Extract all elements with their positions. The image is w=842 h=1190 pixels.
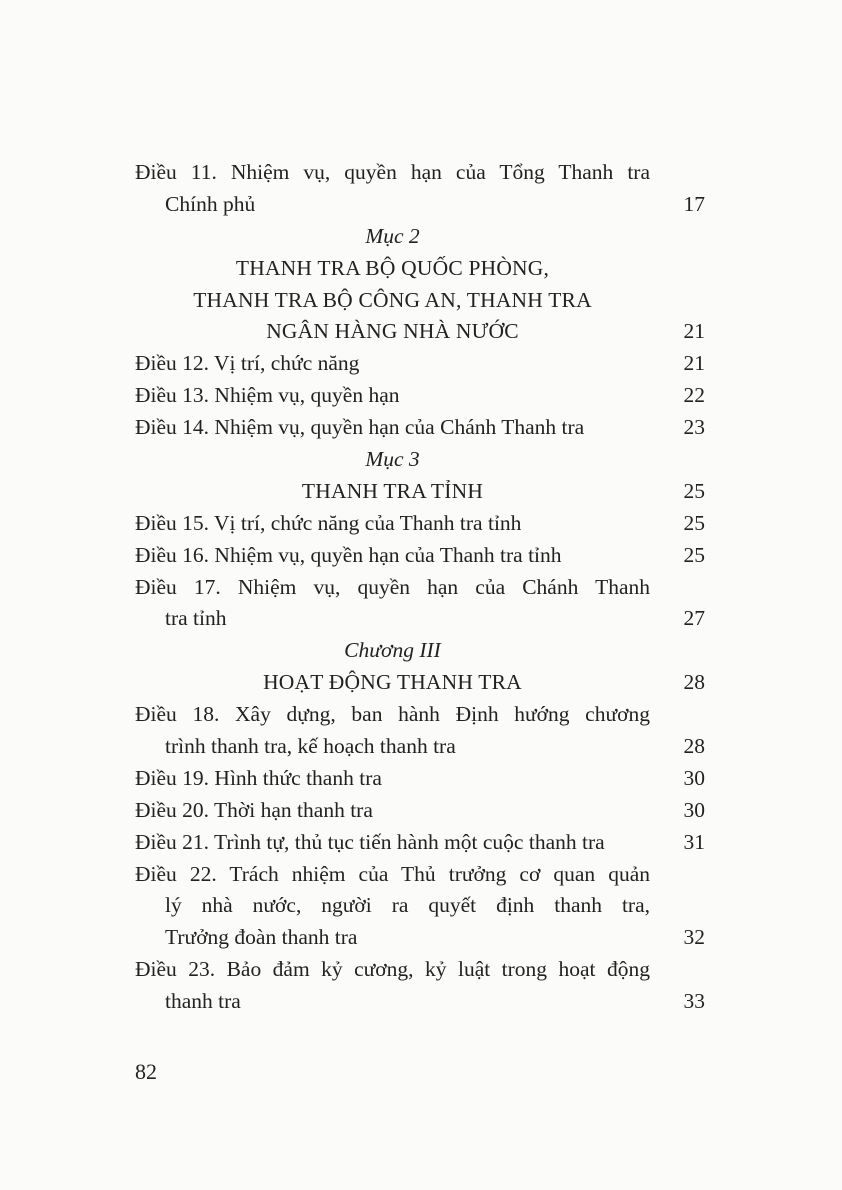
toc-row-text: Chính phủ — [165, 191, 256, 216]
toc-heading-row — [135, 221, 705, 253]
toc-row-page-number: 25 — [683, 510, 705, 535]
toc-row-text: Điều 11. Nhiệm vụ, quyền hạn của Tổng Thanh tra — [135, 160, 650, 184]
page-number-footer: 82 — [135, 1059, 157, 1084]
toc-row-text: Điều 23. Bảo đảm kỷ cương, kỷ luật trong hoạt động — [135, 957, 650, 982]
toc-entry-row — [135, 380, 705, 412]
toc-entry-row — [135, 890, 705, 922]
toc-row-page-number: 17 — [683, 191, 705, 216]
toc-list — [135, 157, 705, 1018]
toc-entry-row — [135, 540, 705, 572]
toc-entry-row — [135, 986, 705, 1018]
toc-row-text: thanh tra — [165, 989, 241, 1014]
toc-row-text: Điều 14. Nhiệm vụ, quyền hạn của Chánh Thanh tra — [135, 415, 585, 440]
toc-row-text: Chương III — [344, 638, 441, 663]
toc-row-text: Điều 17. Nhiệm vụ, quyền hạn của Chánh Thanh — [135, 574, 650, 599]
toc-row-page-number: 32 — [683, 925, 705, 950]
toc-row-text: THANH TRA TỈNH — [301, 478, 484, 503]
toc-row-text: Điều 21. Trình tự, thủ tục tiến hành một cuộc thanh tra — [135, 829, 605, 854]
toc-row-text: THANH TRA BỘ QUỐC PHÒNG, — [235, 255, 550, 280]
toc-row-page-number: 27 — [683, 606, 705, 631]
toc-heading-row — [135, 476, 705, 508]
toc-row-text: tra tỉnh — [165, 606, 227, 631]
toc-row-text: Trưởng đoàn thanh tra — [165, 925, 358, 950]
toc-row-text: Mục 3 — [365, 447, 420, 472]
toc-row-text: Điều 12. Vị trí, chức năng — [135, 351, 360, 376]
toc-row-page-number: 28 — [683, 670, 705, 695]
toc-row-text: Điều 20. Thời hạn thanh tra — [135, 797, 373, 822]
toc-entry-row — [135, 859, 705, 891]
toc-row-text: NGÂN HÀNG NHÀ NƯỚC — [266, 319, 519, 344]
toc-row-page-number: 28 — [683, 734, 705, 759]
toc-entry-row — [135, 157, 705, 189]
toc-row-page-number: 30 — [683, 765, 705, 790]
toc-entry-row — [135, 827, 705, 859]
toc-row-text: lý nhà nước, người ra quyết định thanh tra, — [165, 893, 650, 918]
toc-row-text: THANH TRA BỘ CÔNG AN, THANH TRA — [193, 287, 592, 312]
toc-entry-row — [135, 795, 705, 827]
toc-row-text: Điều 13. Nhiệm vụ, quyền hạn — [135, 383, 400, 408]
toc-row-page-number: 21 — [683, 319, 705, 344]
toc-row-page-number: 22 — [683, 383, 705, 408]
toc-entry-row — [135, 603, 705, 635]
toc-entry-row — [135, 412, 705, 444]
toc-entry-row — [135, 348, 705, 380]
toc-row-page-number: 25 — [683, 478, 705, 503]
toc-entry-row — [135, 731, 705, 763]
toc-row-text: Điều 18. Xây dựng, ban hành Định hướng chương — [135, 702, 650, 727]
toc-row-text: trình thanh tra, kế hoạch thanh tra — [165, 734, 456, 759]
toc-row-text: HOẠT ĐỘNG THANH TRA — [263, 670, 522, 695]
toc-heading-row — [135, 667, 705, 699]
toc-row-text: Điều 16. Nhiệm vụ, quyền hạn của Thanh tra tỉnh — [135, 542, 562, 567]
toc-row-page-number: 21 — [683, 351, 705, 376]
toc-entry-row — [135, 189, 705, 221]
toc-heading-row — [135, 316, 705, 348]
toc-row-page-number: 30 — [683, 797, 705, 822]
toc-row-page-number: 23 — [683, 415, 705, 440]
toc-heading-row — [135, 285, 705, 317]
toc-row-text: Mục 2 — [365, 223, 420, 248]
toc-entry-row — [135, 699, 705, 731]
toc-row-page-number: 31 — [683, 829, 705, 854]
toc-entry-row — [135, 922, 705, 954]
toc-entry-row — [135, 954, 705, 986]
toc-row-text: Điều 22. Trách nhiệm của Thủ trưởng cơ quan quản — [135, 861, 650, 886]
toc-entry-row — [135, 572, 705, 604]
toc-heading-row — [135, 444, 705, 476]
toc-entry-row — [135, 508, 705, 540]
toc-row-page-number: 33 — [683, 989, 705, 1014]
toc-row-page-number: 25 — [683, 542, 705, 567]
toc-row-text: Điều 15. Vị trí, chức năng của Thanh tra tỉnh — [135, 510, 522, 535]
toc-heading-row — [135, 635, 705, 667]
toc-entry-row — [135, 763, 705, 795]
toc-heading-row — [135, 253, 705, 285]
toc-row-text: Điều 19. Hình thức thanh tra — [135, 765, 382, 790]
